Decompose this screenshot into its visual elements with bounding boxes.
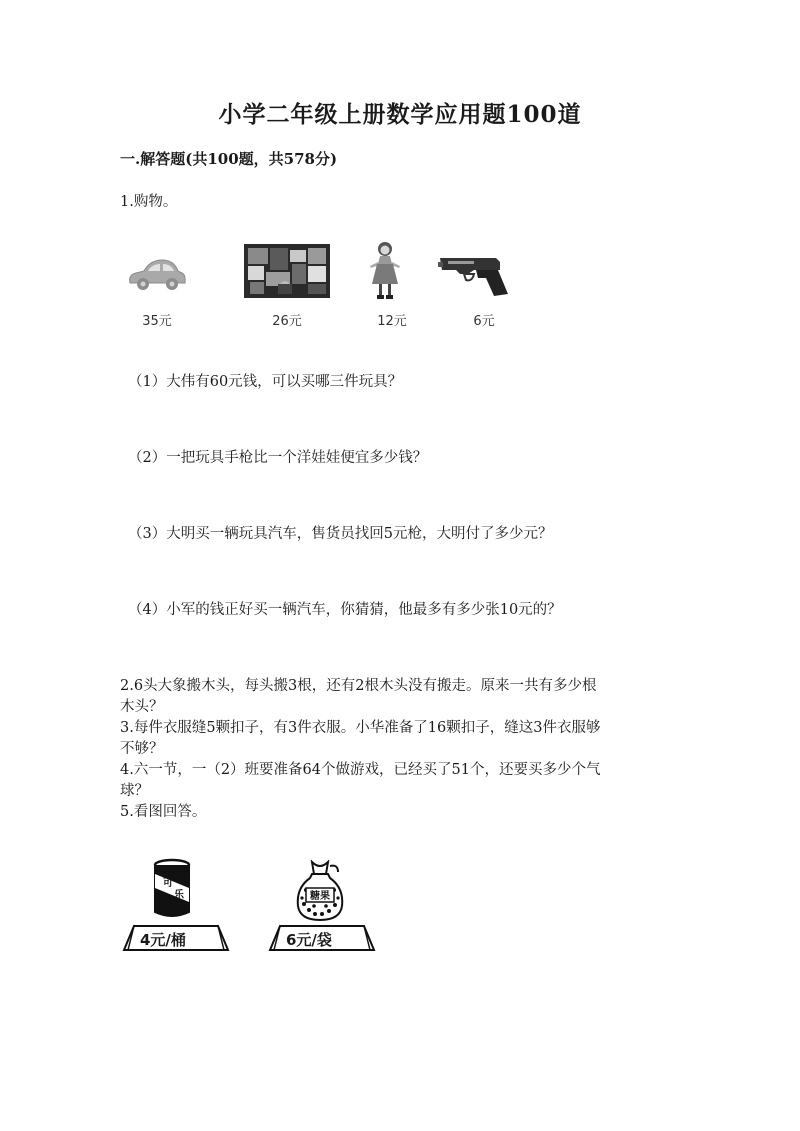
section-heading: 一.解答题(共100题，共578分) bbox=[120, 150, 338, 168]
cola-price-tag-text: 4元/桶 bbox=[140, 931, 186, 949]
candy-price-tag-text: 6元/袋 bbox=[286, 931, 332, 949]
doll-icon bbox=[368, 240, 402, 300]
toy-gun-price: 6元 bbox=[473, 314, 495, 329]
page-title: 小学二年级上册数学应用题100道 bbox=[218, 101, 582, 128]
question-2-line-1: 2.6头大象搬木头，每头搬3根，还有2根木头没有搬走。原来一共有多少根 bbox=[120, 678, 597, 694]
question-3-line-2: 不够？ bbox=[120, 741, 164, 757]
toy-car-icon bbox=[126, 255, 188, 295]
cola-can-label-1: 可 bbox=[163, 878, 173, 889]
doll-price: 12元 bbox=[377, 314, 407, 329]
question-2 bbox=[120, 676, 680, 718]
question-4-line-1: 4.六一节，一（2）班要准备64个做游戏，已经买了51个，还要买多少个气 bbox=[120, 762, 601, 778]
toy-car-price: 35元 bbox=[142, 314, 172, 329]
subquestion-2: （2）一把玩具手枪比一个洋娃娃便宜多少钱？ bbox=[128, 450, 428, 466]
toy-gun-icon bbox=[438, 250, 510, 298]
subquestion-1: （1）大伟有60元钱，可以买哪三件玩具？ bbox=[128, 374, 403, 390]
cola-can-label-2: 乐 bbox=[174, 890, 184, 901]
question-5-label: 5.看图回答。 bbox=[120, 804, 207, 820]
candy-bag-label: 糖果 bbox=[310, 891, 330, 902]
question-1-label: 1.购物。 bbox=[120, 194, 178, 210]
question-3-line-1: 3.每件衣服缝5颗扣子，有3件衣服。小华准备了16颗扣子，缝这3件衣服够 bbox=[120, 720, 601, 736]
toy-blocks-price: 26元 bbox=[272, 314, 302, 329]
subquestion-3: （3）大明买一辆玩具汽车，售货员找回5元枪，大明付了多少元？ bbox=[128, 526, 553, 542]
toy-blocks-icon bbox=[244, 244, 330, 298]
question-3 bbox=[120, 718, 680, 760]
subquestion-4: （4）小军的钱正好买一辆汽车，你猜猜，他最多有多少张10元的？ bbox=[128, 602, 562, 618]
question-2-line-2: 木头？ bbox=[120, 699, 164, 715]
cola-can-icon bbox=[150, 858, 194, 920]
candy-bag-icon bbox=[294, 860, 346, 922]
question-4 bbox=[120, 760, 680, 802]
question-4-line-2: 球？ bbox=[120, 783, 149, 799]
